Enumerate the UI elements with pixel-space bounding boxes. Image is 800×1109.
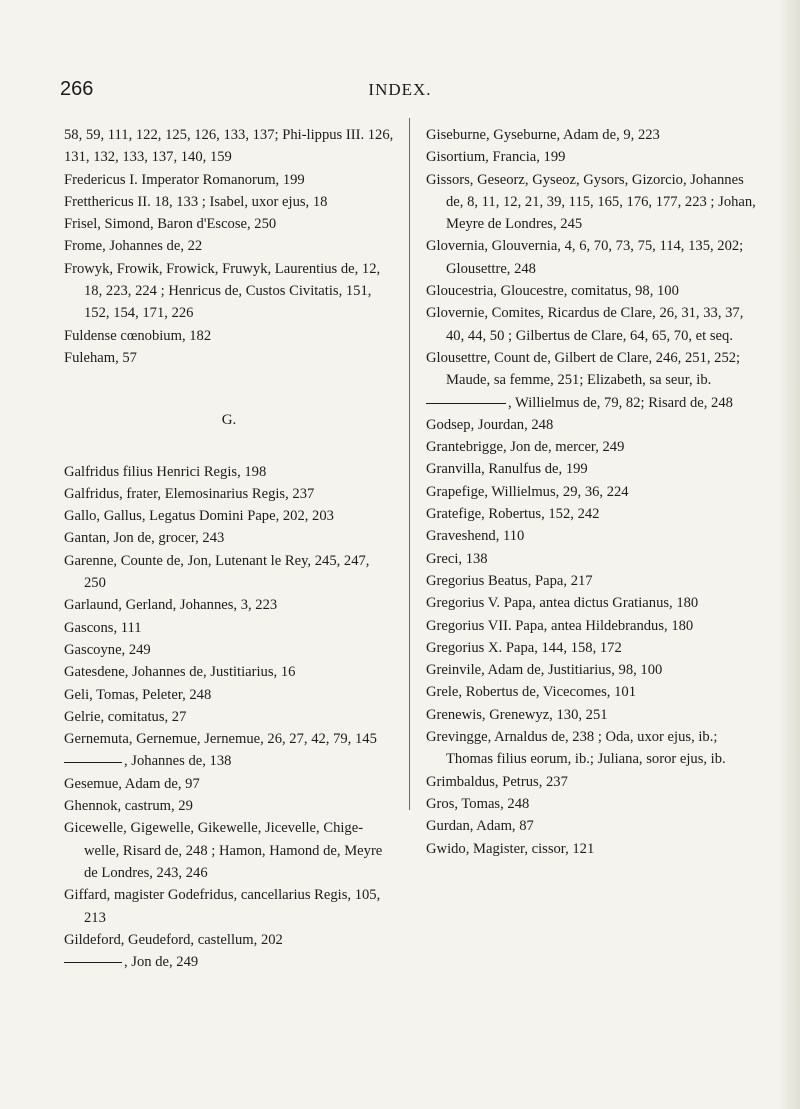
index-entry-text: Fretthericus II. 18, 133 ; Isabel, uxor ejus, 18 <box>64 193 328 210</box>
index-entry-text: Godsep, Jourdan, 248 <box>426 416 554 433</box>
column-divider <box>409 118 410 810</box>
entry-group-g-continued <box>426 124 760 860</box>
index-entry-text: Frowyk, Frowik, Frowick, Fruwyk, Laurentius de, 12, 18, 223, 224 ; Henricus de, Custos Civitatis, 151, 152, 154, 171, 226 <box>64 260 381 322</box>
index-entry-text: Gicewelle, Gigewelle, Gikewelle, Jicevelle, Chige-welle, Risard de, 248 ; Hamon, Hamond de, Meyre de Londres, 243, 246 <box>64 820 383 881</box>
index-entry <box>64 773 394 795</box>
index-entry <box>426 793 760 815</box>
index-entry-text: Greinvile, Adam de, Justitiarius, 98, 100 <box>426 662 663 679</box>
index-column-left <box>64 124 394 973</box>
index-entry <box>64 884 394 929</box>
index-entry-text: Giffard, magister Godefridus, cancellarius Regis, 105, 213 <box>64 887 381 926</box>
index-entry <box>426 615 760 637</box>
index-entry <box>64 951 394 973</box>
index-entry-text: Gesemue, Adam de, 97 <box>64 775 200 792</box>
index-entry <box>64 325 394 347</box>
index-entry <box>64 817 394 884</box>
index-entry <box>426 392 760 414</box>
index-entry-text: Gloucestria, Gloucestre, comitatus, 98, 100 <box>426 283 679 300</box>
index-entry-text: 58, 59, 111, 122, 125, 126, 133, 137; Phi-lippus III. 126, 131, 132, 133, 137, 140, 159 <box>64 127 394 166</box>
running-head: INDEX. <box>368 80 432 99</box>
index-entry-text: Gregorius VII. Papa, antea Hildebrandus, 180 <box>426 617 694 634</box>
index-entry-text: Greci, 138 <box>426 550 488 567</box>
index-entry <box>64 505 394 527</box>
index-entry-text: Gros, Tomas, 248 <box>426 795 530 812</box>
index-entry-text: Gregorius X. Papa, 144, 158, 172 <box>426 639 622 656</box>
index-entry <box>64 728 394 750</box>
index-entry-text: Gernemuta, Gernemue, Jernemue, 26, 27, 42, 79, 145 <box>64 731 377 748</box>
index-entry <box>426 414 760 436</box>
index-entry-text: Fuleham, 57 <box>64 349 137 366</box>
index-entry <box>64 235 394 257</box>
index-entry <box>64 795 394 817</box>
index-entry <box>64 594 394 616</box>
index-column-right <box>426 124 760 860</box>
index-entry-text: Garlaund, Gerland, Johannes, 3, 223 <box>64 597 278 614</box>
index-entry <box>426 146 760 168</box>
index-entry <box>64 169 394 191</box>
index-entry <box>64 213 394 235</box>
index-entry <box>426 570 760 592</box>
index-entry <box>64 706 394 728</box>
index-entry <box>426 235 760 280</box>
index-entry-text: Fuldense cœnobium, 182 <box>64 327 212 344</box>
index-entry-text: Gwido, Magister, cissor, 121 <box>426 840 595 857</box>
index-entry <box>426 637 760 659</box>
ditto-dash <box>426 403 506 404</box>
index-entry-text: Grapefige, Willielmus, 29, 36, 224 <box>426 483 629 500</box>
page-number: 266 <box>60 78 94 100</box>
index-entry <box>426 436 760 458</box>
index-entry-text: Gissors, Geseorz, Gyseoz, Gysors, Gizorcio, Johannes de, 8, 11, 12, 21, 39, 115, 165, 176, 177, 223 ; Johan, Meyre de Londres, 245 <box>426 171 756 233</box>
index-entry <box>64 191 394 213</box>
index-entry <box>426 525 760 547</box>
index-entry-text: Gatesdene, Johannes de, Justitiarius, 16 <box>64 664 296 681</box>
index-entry <box>64 124 394 169</box>
index-entry <box>426 280 760 302</box>
index-entry <box>426 815 760 837</box>
index-entry <box>426 704 760 726</box>
index-entry-text: , Jon de, 249 <box>124 954 199 971</box>
index-entry-text: Glovernia, Glouvernia, 4, 6, 70, 73, 75, 114, 135, 202; Glousettre, 248 <box>426 238 744 277</box>
entry-group-g <box>64 461 394 974</box>
index-entry <box>426 481 760 503</box>
index-entry <box>426 771 760 793</box>
index-entry-text: Grantebrigge, Jon de, mercer, 249 <box>426 439 625 456</box>
index-entry <box>426 548 760 570</box>
index-entry <box>64 684 394 706</box>
index-entry <box>426 592 760 614</box>
index-entry <box>64 483 394 505</box>
index-entry <box>426 659 760 681</box>
index-entry <box>64 750 394 772</box>
index-entry-text: Granvilla, Ranulfus de, 199 <box>426 461 588 478</box>
index-entry <box>426 347 760 392</box>
index-entry-text: Grele, Robertus de, Vicecomes, 101 <box>426 684 636 701</box>
page-edge-shading <box>778 0 800 1109</box>
index-entry <box>426 169 760 236</box>
index-entry <box>426 726 760 771</box>
index-entry <box>426 838 760 860</box>
index-entry-text: Gisortium, Francia, 199 <box>426 149 566 166</box>
index-entry-text: Gelrie, comitatus, 27 <box>64 708 187 725</box>
index-entry-text: Frome, Johannes de, 22 <box>64 238 203 255</box>
index-entry-text: Glovernie, Comites, Ricardus de Clare, 26, 31, 33, 37, 40, 44, 50 ; Gilbertus de Clare, 64, 65, 70, et seq. <box>426 305 744 344</box>
index-entry-text: Graveshend, 110 <box>426 528 525 545</box>
index-entry-text: Galfridus filius Henrici Regis, 198 <box>64 463 267 480</box>
index-entry <box>64 347 394 369</box>
index-entry-text: Giseburne, Gyseburne, Adam de, 9, 223 <box>426 127 660 143</box>
ditto-dash <box>64 962 122 963</box>
index-entry-text: Gildeford, Geudeford, castellum, 202 <box>64 931 283 948</box>
index-entry-text: Gurdan, Adam, 87 <box>426 818 534 835</box>
entry-group-f <box>64 124 394 369</box>
index-entry-text: Gascoyne, 249 <box>64 641 151 658</box>
index-entry-text: Gallo, Gallus, Legatus Domini Pape, 202, 203 <box>64 508 334 525</box>
index-entry <box>64 258 394 325</box>
index-entry <box>64 639 394 661</box>
ditto-dash <box>64 762 122 763</box>
index-entry <box>64 661 394 683</box>
index-entry-text: Grenewis, Grenewyz, 130, 251 <box>426 706 608 723</box>
index-entry-text: , Willielmus de, 79, 82; Risard de, 248 <box>508 394 733 411</box>
index-entry-text: Gratefige, Robertus, 152, 242 <box>426 506 600 523</box>
index-entry-text: , Johannes de, 138 <box>124 753 232 770</box>
index-entry <box>426 503 760 525</box>
section-letter: G. <box>221 412 237 429</box>
index-entry-text: Gregorius Beatus, Papa, 217 <box>426 572 593 589</box>
index-entry-text: Grevingge, Arnaldus de, 238 ; Oda, uxor ejus, ib.; Thomas filius eorum, ib.; Juliana, soror ejus, ib. <box>426 729 726 768</box>
index-entry-text: Gantan, Jon de, grocer, 243 <box>64 530 225 547</box>
index-entry-text: Fredericus I. Imperator Romanorum, 199 <box>64 171 305 188</box>
index-entry-text: Garenne, Counte de, Jon, Lutenant le Rey, 245, 247, 250 <box>64 552 370 592</box>
index-entry-text: Geli, Tomas, Peleter, 248 <box>64 686 212 703</box>
index-entry <box>64 550 394 595</box>
index-entry <box>426 458 760 480</box>
index-entry <box>64 461 394 483</box>
index-entry <box>64 617 394 639</box>
index-entry-text: Galfridus, frater, Elemosinarius Regis, 237 <box>64 485 315 502</box>
index-entry-text: Gregorius V. Papa, antea dictus Gratianus, 180 <box>426 595 699 612</box>
index-entry-text: Ghennok, castrum, 29 <box>64 798 193 815</box>
index-entry <box>64 929 394 951</box>
index-entry-text: Glousettre, Count de, Gilbert de Clare, 246, 251, 252; Maude, sa femme, 251; Elizabeth, sa seur, ib. <box>426 349 741 389</box>
index-entry <box>426 124 760 146</box>
index-entry-text: Grimbaldus, Petrus, 237 <box>426 773 568 790</box>
index-entry-text: Gascons, 111 <box>64 619 142 636</box>
index-entry-text: Frisel, Simond, Baron d'Escose, 250 <box>64 216 277 233</box>
index-entry <box>64 527 394 549</box>
index-entry <box>426 302 760 347</box>
index-entry <box>426 681 760 703</box>
